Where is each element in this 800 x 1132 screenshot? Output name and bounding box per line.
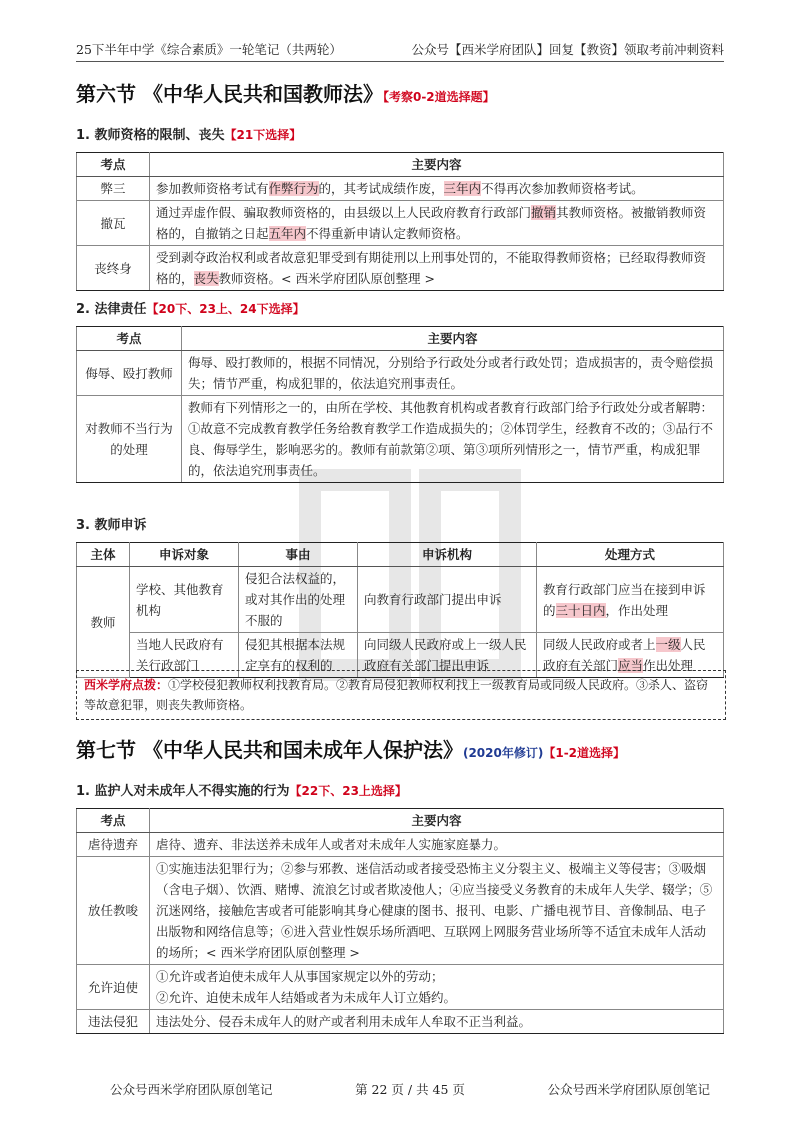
tip-text: ①学校侵犯教师权利找教育局。②教育局侵犯教师权利找上一级教育局或同级人民政府。③杀人、盗窃等故意犯罪，则丧失教师资格。 <box>84 678 709 712</box>
appeal-table <box>76 542 724 678</box>
reason-cell: 侵犯其根据本法规定享有的权利的 <box>239 633 358 678</box>
row-key: 侮辱、殴打教师 <box>77 351 182 396</box>
running-footer <box>110 1080 710 1098</box>
col-target: 申诉对象 <box>130 543 239 567</box>
table-row <box>77 833 724 857</box>
col-key: 考点 <box>77 153 150 177</box>
row-key: 撤瓦 <box>77 201 150 246</box>
footer-left: 公众号西米学府团队原创笔记 <box>110 1082 273 1097</box>
row-key: 放任教唆 <box>77 857 150 965</box>
row-content: ①允许或者迫使未成年人从事国家规定以外的劳动； ②允许、迫使未成年人结婚或者为未成年人订立婚约。 <box>150 965 724 1010</box>
s6-2-title: 2. 法律责任【20下、23上、24下选择】 <box>76 302 305 317</box>
s7-1-title: 1. 监护人对未成年人不得实施的行为【22下、23上选择】 <box>76 784 407 799</box>
table-row <box>77 246 724 291</box>
table-row <box>77 396 724 483</box>
agency-cell: 向同级人民政府或上一级人民政府有关部门提出申诉 <box>358 633 537 678</box>
agency-cell: 向教育行政部门提出申诉 <box>358 567 537 633</box>
section7-title: 第七节 《中华人民共和国未成年人保护法》(2020年修订)【1-2道选择】 <box>76 738 626 762</box>
row-key: 弊三 <box>77 177 150 201</box>
row-key: 对教师不当行为的处理 <box>77 396 182 483</box>
liability-table <box>76 326 724 483</box>
col-agency: 申诉机构 <box>358 543 537 567</box>
s6-1-title: 1. 教师资格的限制、丧失【21下选择】 <box>76 128 302 143</box>
col-content: 主要内容 <box>150 153 724 177</box>
header-left: 25下半年中学《综合素质》一轮笔记（共两轮） <box>76 42 342 57</box>
row-content: ①实施违法犯罪行为；②参与邪教、迷信活动或者接受恐怖主义分裂主义、极端主义等侵害；③吸烟（含电子烟）、饮酒、赌博、流浪乞讨或者欺凌他人；④应当接受义务教育的未成年人失学、辍学；⑤沉迷网络，接触危害或者可能影响其身心健康的图书、报刊、电影、广播电视节目、音像制品、电子出版物和网络信息等；⑥进入营业性娱乐场所酒吧、互联网上网服务营业场所等不适宜未成年人活动的场所；< 西米学府团队原创整理 > <box>150 857 724 965</box>
row-content: 教师有下列情形之一的，由所在学校、其他教育机构或者教育行政部门给予行政处分或者解聘：①故意不完成教育教学任务给教育教学工作造成损失的；②体罚学生，经教育不改的；③品行不良、侮辱学生，影响恶劣的。教师有前款第②项、第③项所列情形之一，情节严重，构成犯罪的，依法追究刑事责任。 <box>182 396 724 483</box>
guardian-table <box>76 808 724 1034</box>
table-row <box>77 567 724 633</box>
target-cell: 学校、其他教育机构 <box>130 567 239 633</box>
target-cell: 当地人民政府有关行政部门 <box>130 633 239 678</box>
tip-box <box>76 670 726 720</box>
tip-lead: 西米学府点拨： <box>84 678 169 692</box>
row-content: 参加教师资格考试有作弊行为的，其考试成绩作废，三年内不得再次参加教师资格考试。 <box>150 177 724 201</box>
table-header-row <box>77 543 724 567</box>
col-key: 考点 <box>77 327 182 351</box>
row-content: 受到剥夺政治权利或者故意犯罪受到有期徒刑以上刑事处罚的，不能取得教师资格；已经取得教师资格的，丧失教师资格。< 西米学府团队原创整理 > <box>150 246 724 291</box>
row-content: 侮辱、殴打教师的，根据不同情况，分别给予行政处分或者行政处罚；造成损害的，责令赔偿损失；情节严重，构成犯罪的，依法追究刑事责任。 <box>182 351 724 396</box>
row-key: 丧终身 <box>77 246 150 291</box>
table-row <box>77 351 724 396</box>
col-content: 主要内容 <box>150 809 724 833</box>
page-number: 第 22 页 / 共 45 页 <box>355 1082 465 1097</box>
col-content: 主要内容 <box>182 327 724 351</box>
running-header <box>76 36 724 62</box>
row-key: 违法侵犯 <box>77 1010 150 1034</box>
section6-tag: 【考察0-2道选择题】 <box>382 90 495 104</box>
row-key: 允许迫使 <box>77 965 150 1010</box>
table-header-row <box>77 327 724 351</box>
table-row <box>77 1010 724 1034</box>
row-content: 通过弄虚作假、骗取教师资格的，由县级以上人民政府教育行政部门撤销其教师资格。被撤销教师资格的，自撤销之日起五年内不得重新申请认定教师资格。 <box>150 201 724 246</box>
table-row <box>77 857 724 965</box>
handling-cell: 教育行政部门应当在接到申诉的三十日内，作出处理 <box>537 567 724 633</box>
footer-right: 公众号西米学府团队原创笔记 <box>547 1082 710 1097</box>
row-content: 虐待、遗弃、非法送养未成年人或者对未成年人实施家庭暴力。 <box>150 833 724 857</box>
table-row <box>77 965 724 1010</box>
table-header-row <box>77 809 724 833</box>
row-content: 违法处分、侵吞未成年人的财产或者利用未成年人牟取不正当利益。 <box>150 1010 724 1034</box>
header-right: 公众号【西米学府团队】回复【教资】领取考前冲刺资料 <box>411 42 724 57</box>
col-key: 考点 <box>77 809 150 833</box>
s6-3-title: 3. 教师申诉 <box>76 518 147 533</box>
col-subject: 主体 <box>77 543 130 567</box>
table-row <box>77 177 724 201</box>
reason-cell: 侵犯合法权益的，或对其作出的处理不服的 <box>239 567 358 633</box>
handling-cell: 同级人民政府或者上一级人民政府有关部门应当作出处理 <box>537 633 724 678</box>
section7-revision-tag: (2020年修订) <box>462 746 544 760</box>
col-handling: 处理方式 <box>537 543 724 567</box>
row-key: 虐待遗弃 <box>77 833 150 857</box>
col-reason: 事由 <box>239 543 358 567</box>
section7-tag: 【1-2道选择】 <box>543 746 626 760</box>
subject-cell: 教师 <box>77 567 130 678</box>
qualification-table <box>76 152 724 291</box>
table-header-row <box>77 153 724 177</box>
table-row <box>77 201 724 246</box>
section6-title: 第六节 《中华人民共和国教师法》【考察0-2道选择题】 <box>76 82 495 106</box>
